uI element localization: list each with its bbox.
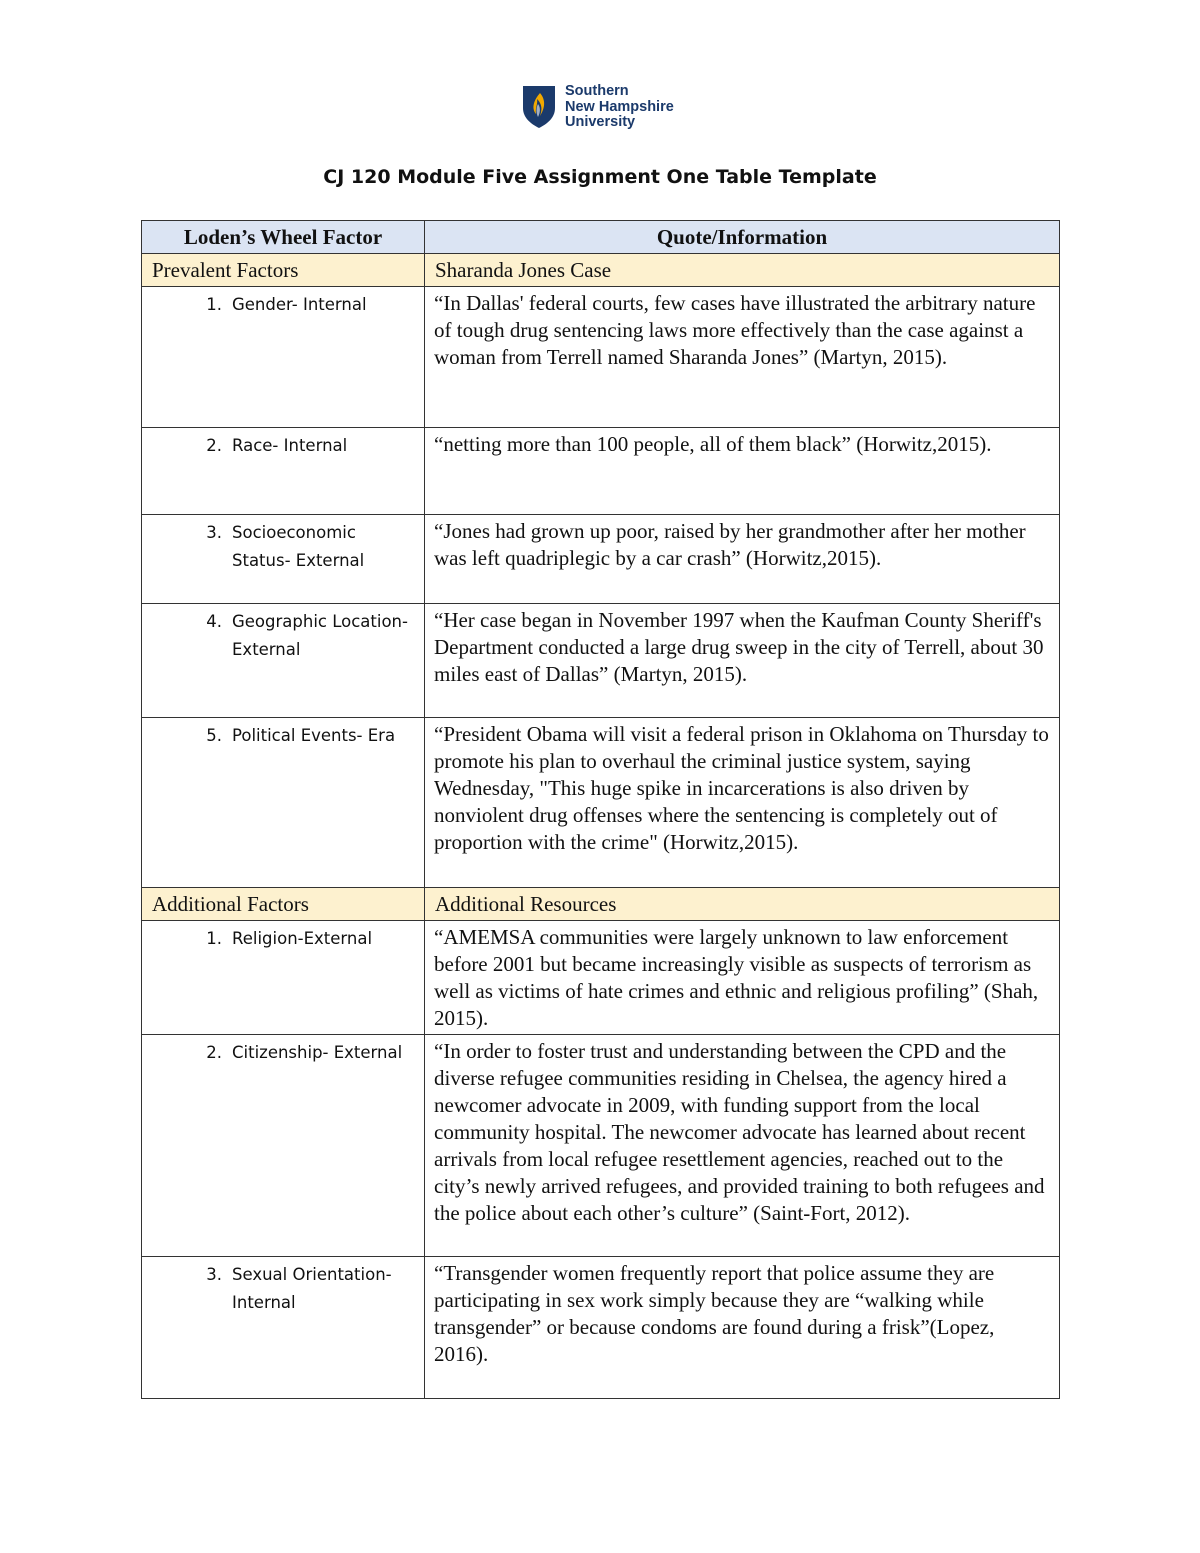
factor-label: Political Events- Era: [232, 726, 396, 745]
section-right: Additional Resources: [425, 888, 1060, 921]
row-number: 3.: [206, 523, 222, 542]
row-number: 5.: [206, 726, 222, 745]
factor-label: Socioeconomic Status- External: [232, 523, 365, 570]
factor-label: Religion-External: [232, 929, 373, 948]
logo-wordmark: [565, 84, 674, 131]
shield-flame-icon: [521, 84, 557, 129]
row-number: 3.: [206, 1265, 222, 1284]
table-row: [142, 428, 1060, 515]
row-number: 2.: [206, 436, 222, 455]
row-number: 1.: [206, 295, 222, 314]
logo-line-1: Southern: [565, 83, 629, 99]
table-row: [142, 718, 1060, 888]
table-row: [142, 1257, 1060, 1399]
table-row: [142, 604, 1060, 718]
row-number: 1.: [206, 929, 222, 948]
table-row: [142, 921, 1060, 1035]
table-row: [142, 287, 1060, 428]
quote-text: “In order to foster trust and understanding between the CPD and the diverse refugee communities residing in Chelsea, the agency hired a newcomer advocate in 2009, with funding support from the local community hospital. The newcomer advocate has learned about recent arrivals from local refugee resettlement agencies, reached out to the city’s newly arrived refugees, and provided training to both refugees and the police about each other’s culture” (Saint-Fort, 2012).: [434, 1039, 1045, 1225]
header-factor: Loden’s Wheel Factor: [142, 221, 425, 254]
header-quote: Quote/Information: [425, 221, 1060, 254]
logo-line-3: University: [565, 114, 636, 130]
table-header-row: [142, 221, 1060, 254]
quote-text: “Her case began in November 1997 when the Kaufman County Sheriff's Department conducted a large drug sweep in the city of Terrell, about 30 miles east of Dallas” (Martyn, 2015).: [434, 608, 1044, 686]
section-row-prevalent: [142, 254, 1060, 287]
section-row-additional: [142, 888, 1060, 921]
quote-text: “Jones had grown up poor, raised by her grandmother after her mother was left quadriplegic by a car crash” (Horwitz,2015).: [434, 519, 1026, 570]
factor-label: Citizenship- External: [232, 1043, 403, 1062]
table-row: [142, 515, 1060, 604]
quote-text: “Transgender women frequently report that police assume they are participating in sex work simply because they are “walking while transgender” or because condoms are found during a frisk”(Lopez, 2016).: [434, 1261, 995, 1366]
table-row: [142, 1035, 1060, 1257]
factor-label: Geographic Location- External: [232, 612, 408, 659]
quote-text: “AMEMSA communities were largely unknown to law enforcement before 2001 but became increasingly visible as suspects of terrorism as well as victims of hate crimes and ethnic and religious profiling” (Shah, 2015).: [434, 925, 1039, 1030]
factor-label: Sexual Orientation- Internal: [232, 1265, 392, 1312]
logo-line-2: New Hampshire: [565, 98, 674, 115]
page-title: CJ 120 Module Five Assignment One Table Template: [323, 166, 877, 188]
factor-label: Gender- Internal: [232, 295, 367, 314]
quote-text: “President Obama will visit a federal prison in Oklahoma on Thursday to promote his plan to overhaul the criminal justice system, saying Wednesday, "This huge spike in incarcerations is also driven by nonviolent drug offenses where the sentencing is completely out of proportion with the crime" (Horwitz,2015).: [434, 722, 1049, 854]
factors-table: [141, 220, 1060, 1399]
section-left: Additional Factors: [142, 888, 425, 921]
section-left: Prevalent Factors: [142, 254, 425, 287]
row-number: 4.: [206, 612, 222, 631]
university-logo: [521, 84, 674, 131]
section-right: Sharanda Jones Case: [425, 254, 1060, 287]
factor-label: Race- Internal: [232, 436, 348, 455]
quote-text: “In Dallas' federal courts, few cases have illustrated the arbitrary nature of tough drug sentencing laws more effectively than the case against a woman from Terrell named Sharanda Jones” (Martyn, 2015).: [434, 291, 1036, 369]
row-number: 2.: [206, 1043, 222, 1062]
quote-text: “netting more than 100 people, all of them black” (Horwitz,2015).: [434, 432, 992, 456]
